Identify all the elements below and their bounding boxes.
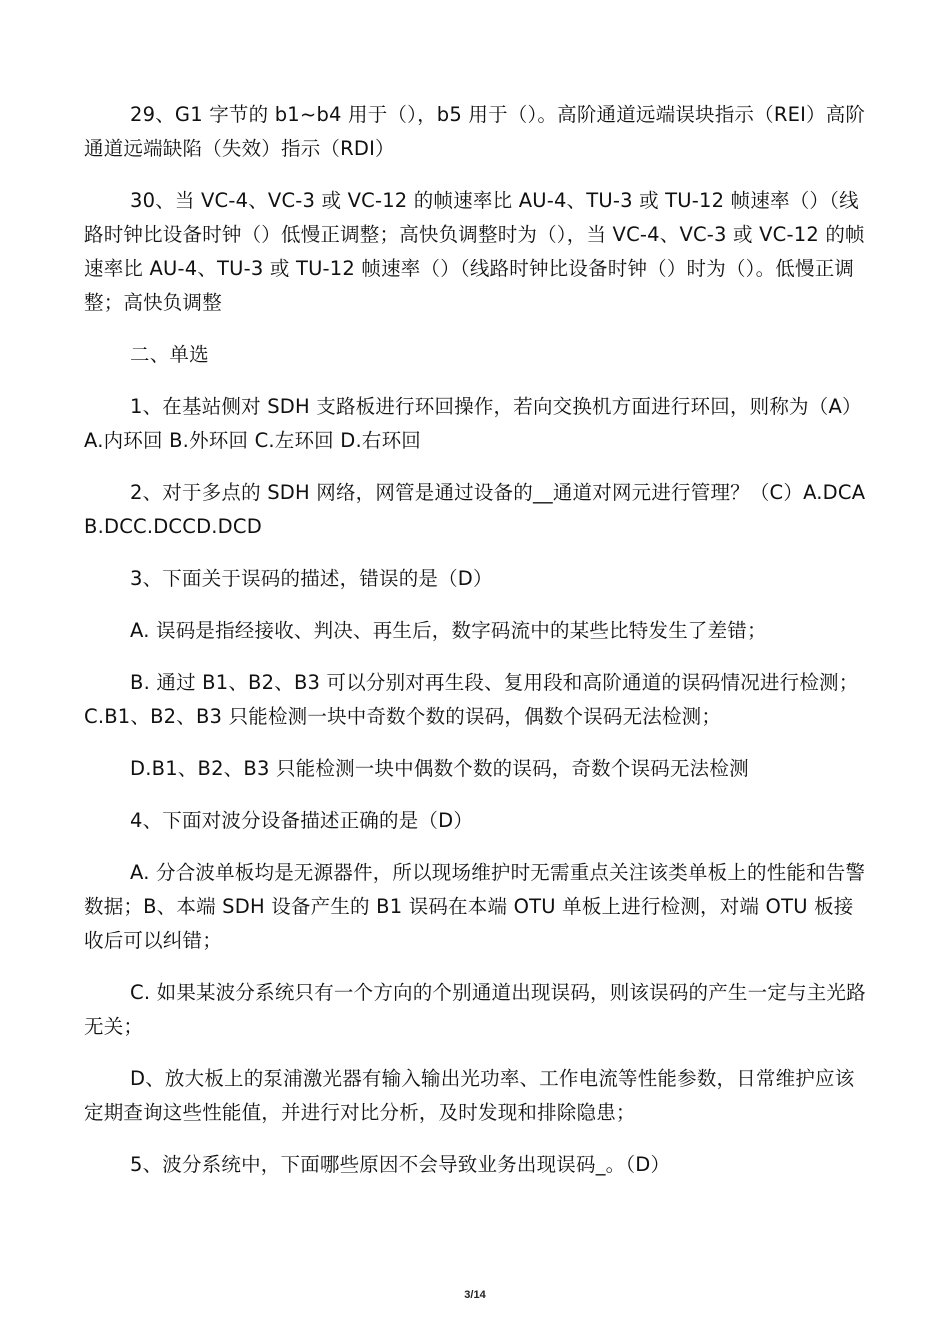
paragraph-q29: 29、G1 字节的 b1~b4 用于（），b5 用于（）。高阶通道远端误块指示（REI）高阶通道远端缺陷（失效）指示（RDI） — [84, 103, 866, 160]
paragraph-sc-q4-option-a-b: A. 分合波单板均是无源器件，所以现场维护时无需重点关注该类单板上的性能和告警数据；B、本端 SDH 设备产生的 B1 误码在本端 OTU 单板上进行检测，对端 OTU 板接收后可以纠错； — [84, 861, 866, 952]
paragraph-sc-q3-option-b-c: B. 通过 B1、B2、B3 可以分别对再生段、复用段和高阶通道的误码情况进行检测；C.B1、B2、B3 只能检测一块中奇数个数的误码，偶数个误码无法检测； — [84, 671, 859, 728]
paragraph-sc-q3-option-a: A. 误码是指经接收、判决、再生后，数字码流中的某些比特发生了差错； — [130, 619, 767, 642]
page-number: 3/14 — [464, 1289, 486, 1301]
paragraph-sc-q4: 4、下面对波分设备描述正确的是（D） — [130, 809, 474, 832]
paragraph-q30: 30、当 VC-4、VC-3 或 VC-12 的帧速率比 AU-4、TU-3 或 TU-12 帧速率（）（线路时钟比设备时钟（）低慢正调整；高快负调整时为（），当 VC-4、VC-3 或 VC-12 的帧速率比 AU-4、TU-3 或 TU-12 帧速率（）（线路时钟比设备时钟（）时为（）。低慢正调整；高快负调整 — [84, 189, 865, 314]
paragraph-sc-q1: 1、在基站侧对 SDH 支路板进行环回操作，若向交换机方面进行环回，则称为（A）A.内环回 B.外环回 C.左环回 D.右环回 — [84, 395, 862, 452]
document-body — [84, 98, 866, 1200]
paragraph-sc-q2: 2、对于多点的 SDH 网络，网管是通过设备的__通道对网元进行管理？（C）A.DCAB.DCC.DCCD.DCD — [84, 481, 866, 538]
paragraph-sc-q4-option-d: D、放大板上的泵浦激光器有输入输出光功率、工作电流等性能参数，日常维护应该定期查询这些性能值，并进行对比分析，及时发现和排除隐患； — [84, 1067, 855, 1124]
paragraph-sc-q4-option-c: C. 如果某波分系统只有一个方向的个别通道出现误码，则该误码的产生一定与主光路无关； — [84, 981, 866, 1038]
paragraph-sc-q3: 3、下面关于误码的描述，错误的是（D） — [130, 567, 493, 590]
paragraph-sc-q3-option-d: D.B1、B2、B3 只能检测一块中偶数个数的误码，奇数个误码无法检测 — [130, 757, 749, 780]
paragraph-sc-q5: 5、波分系统中，下面哪些原因不会导致业务出现误码_。（D） — [130, 1153, 671, 1176]
section-heading-single-choice: 二、单选 — [130, 343, 209, 366]
